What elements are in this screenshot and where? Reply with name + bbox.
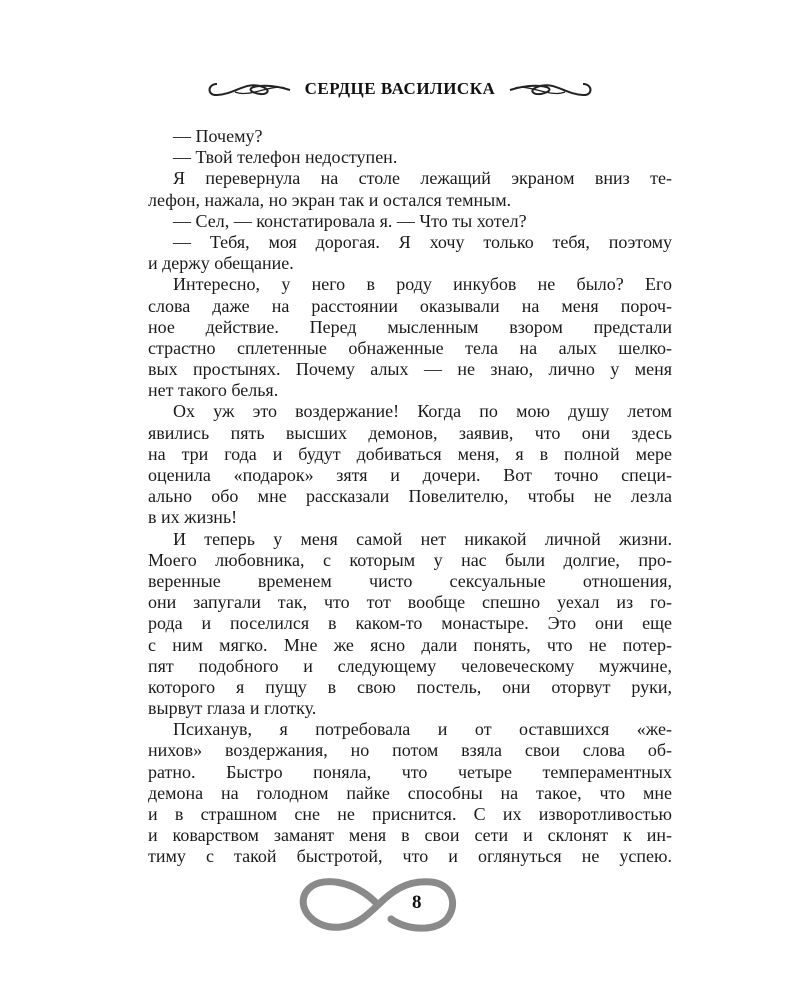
text-line: явились пять высших демонов, заявив, что они здесь (148, 422, 672, 443)
text-line: ное действие. Перед мысленным взором предстали (148, 316, 672, 337)
text-line: — Тебя, моя дорогая. Я хочу только тебя, поэтому (173, 231, 672, 252)
text-line: вых простынях. Почему алых — не знаю, лично у меня (148, 359, 672, 380)
running-header (0, 72, 800, 106)
text-line: И теперь у меня самой нет никакой личной жизни. (173, 528, 672, 549)
text-line: рода и поселился в каком-то монастыре. Это они еще (148, 613, 672, 634)
text-line: и в страшном сне не приснится. С их изворотливостью (148, 804, 672, 824)
text-line: и держу обещание. (148, 253, 294, 274)
text-line: Моего любовника, с которым у нас были долгие, про- (148, 549, 672, 570)
text-line: ратно. Быстро поняла, что четыре темпераментных (148, 761, 672, 782)
text-line: — Почему? (173, 126, 263, 146)
text-line: ально обо мне рассказали Повелителю, чтобы не лезла (148, 486, 672, 507)
text-line: Я перевернула на столе лежащий экраном вниз те- (173, 168, 672, 189)
text-line: страстно сплетенные обнаженные тела на алых шелко- (148, 337, 672, 358)
page-number: 8 (412, 892, 422, 913)
body-text (148, 126, 672, 868)
book-title: СЕРДЦЕ ВАСИЛИСКА (304, 79, 496, 98)
text-line: с ним мягко. Мне же ясно дали понять, что не потер- (148, 634, 672, 655)
text-line: демона на голодном пайке способны на такое, что мне (148, 782, 672, 803)
text-line: веренные временем чисто сексуальные отношения, (148, 570, 672, 591)
text-line: тиму с такой быстротой, что и оглянуться не успею. (148, 846, 672, 867)
text-line: — Сел, — констатировала я. — Что ты хотел? (173, 210, 527, 231)
text-line: они запугали так, что тот вообще спешно уехал из го- (148, 592, 672, 613)
text-line: вырвут глаза и глотку. (148, 698, 317, 719)
text-line: пят подобного и следующему человеческому мужчине, (148, 655, 672, 676)
flourish-left-icon (205, 76, 295, 102)
text-line: оценила «подарок» зятя и дочери. Вот точно специ- (148, 465, 672, 485)
text-line: Ох уж это воздержание! Когда по мою душу летом (173, 401, 672, 422)
text-line: слова даже на расстоянии оказывали на меня пороч- (148, 295, 672, 316)
infinity-ornament-icon (296, 872, 461, 938)
text-line: лефон, нажала, но экран так и остался темным. (148, 189, 512, 210)
text-line: которого я пущу в свою постель, они оторвут руки, (148, 676, 672, 697)
text-line: нет такого белья. (148, 380, 279, 401)
text-line: в их жизнь! (148, 507, 238, 528)
text-line: нихов» воздержания, но потом взяла свои слова об- (148, 740, 672, 761)
text-line: — Твой телефон недоступен. (173, 147, 398, 168)
text-line: на три года и будут добиваться меня, я в полной мере (148, 443, 672, 464)
text-line: Психанув, я потребовала и от оставшихся «же- (173, 719, 672, 740)
flourish-right-icon (505, 76, 595, 102)
text-line: Интересно, у него в роду инкубов не было? Его (173, 274, 672, 295)
text-line: и коварством заманят меня в свои сети и склонят к ин- (148, 825, 672, 846)
